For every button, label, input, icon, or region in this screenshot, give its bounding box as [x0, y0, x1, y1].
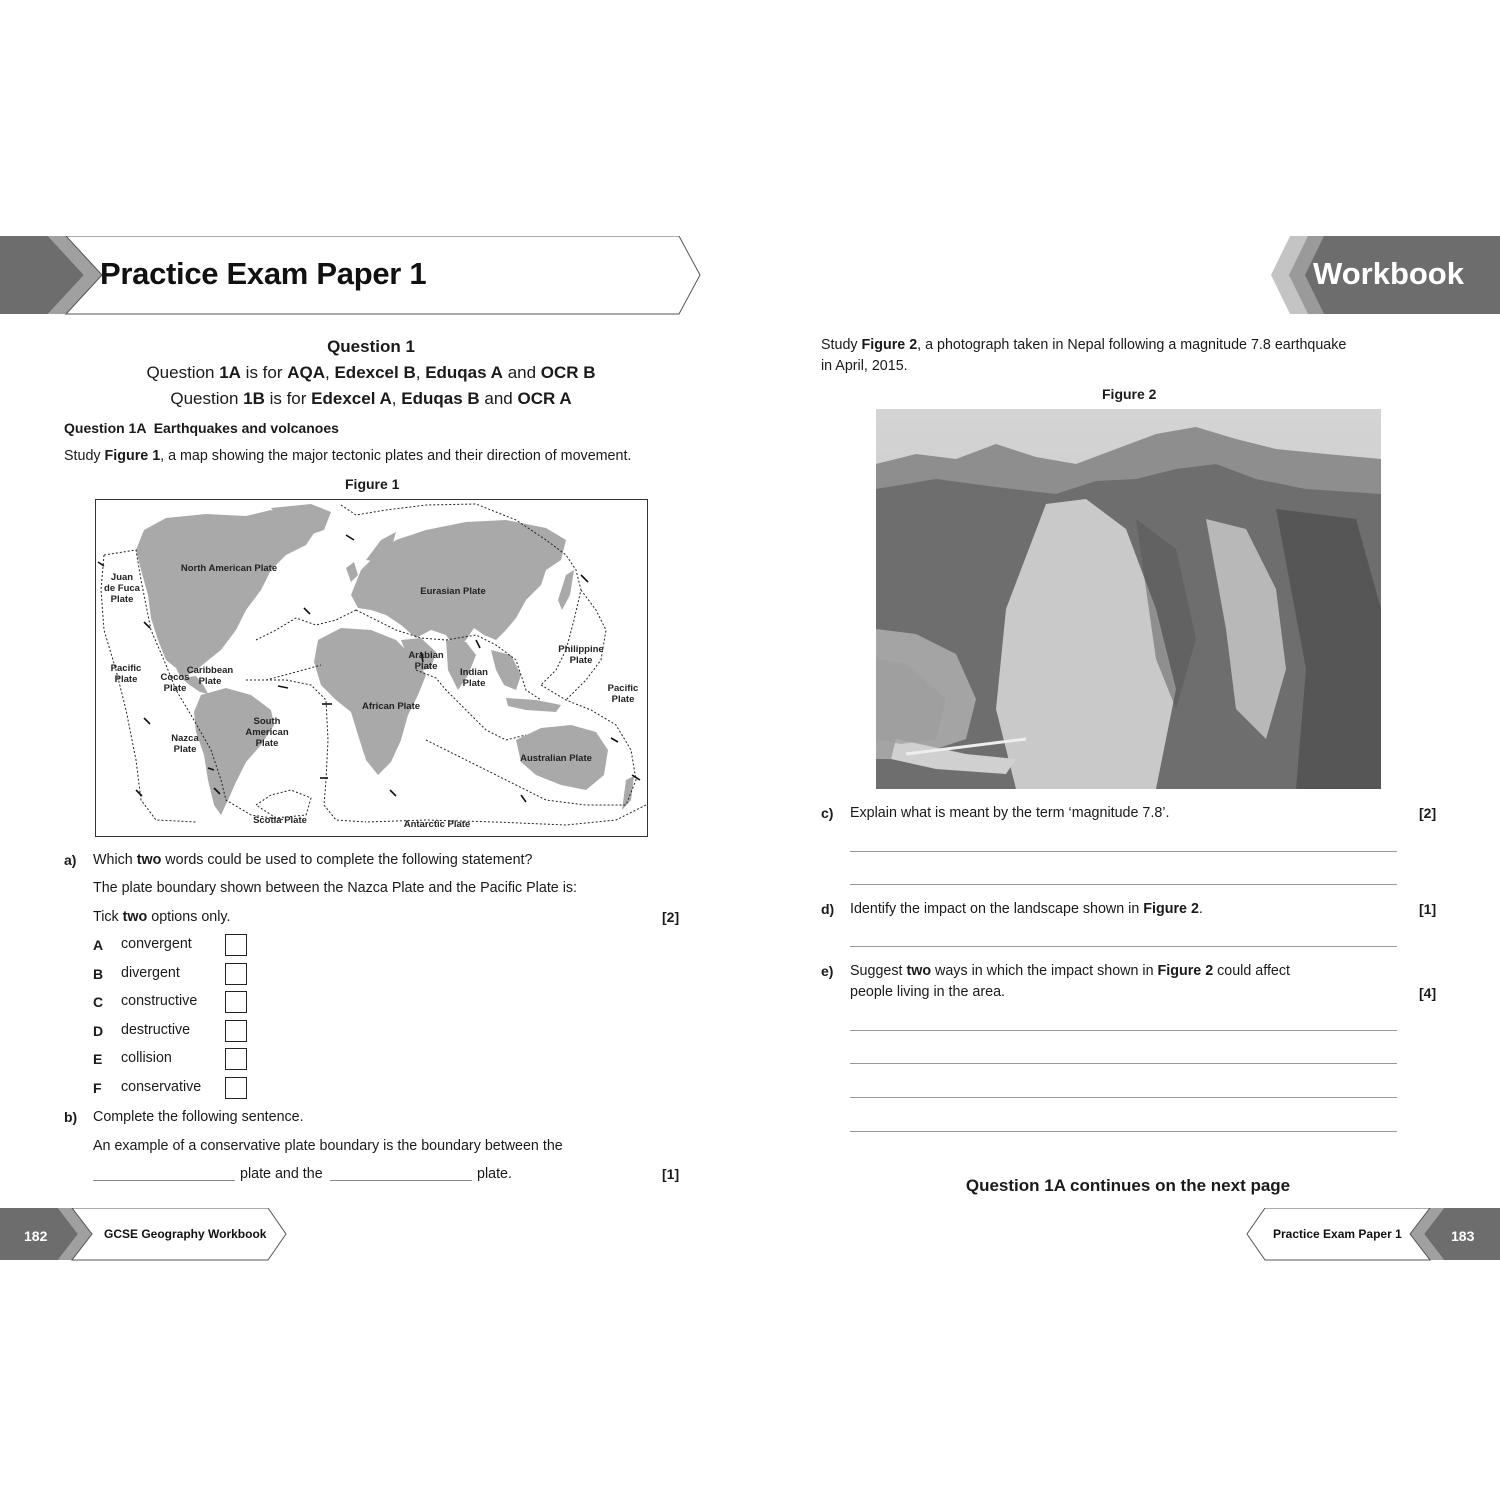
- map-label-nazca: Nazca Plate: [171, 733, 199, 755]
- option-letter: F: [93, 1080, 102, 1096]
- blank-line-2[interactable]: [330, 1180, 472, 1181]
- answer-line-e1[interactable]: [850, 1030, 1397, 1031]
- qb-marks: [1]: [662, 1166, 680, 1182]
- option-text: divergent: [121, 965, 180, 981]
- map-label-pacific-right: Pacific Plate: [607, 683, 639, 705]
- figure1-label: Figure 1: [345, 476, 400, 492]
- option-letter: D: [93, 1023, 104, 1039]
- map-label-antarctic: Antarctic Plate: [403, 819, 471, 830]
- map-label-south-american: South American Plate: [245, 716, 289, 749]
- qb-mid-text: plate and the: [240, 1166, 323, 1182]
- question-1b-line: Question 1B is for Edexcel A, Eduqas B and OCR A: [170, 389, 572, 408]
- option-text: destructive: [121, 1022, 191, 1038]
- qd-label: d): [821, 901, 835, 917]
- map-label-indian: Indian Plate: [460, 667, 488, 689]
- option-letter: A: [93, 937, 104, 953]
- qd-marks: [1]: [1419, 901, 1437, 917]
- qa-marks: [2]: [662, 909, 680, 925]
- answer-line-c1[interactable]: [850, 851, 1397, 852]
- page-title: Practice Exam Paper 1: [100, 256, 427, 291]
- option-letter: B: [93, 966, 104, 982]
- qa-line2: The plate boundary shown between the Nazca Plate and the Pacific Plate is:: [93, 880, 578, 896]
- tick-box-f[interactable]: [225, 1077, 247, 1099]
- world-map-graphic: [96, 500, 647, 836]
- page-number-left: 182: [24, 1228, 48, 1244]
- option-text: constructive: [121, 993, 198, 1009]
- qa-line3: Tick two options only.: [93, 909, 231, 925]
- answer-line-c2[interactable]: [850, 884, 1397, 885]
- qc-label: c): [821, 805, 834, 821]
- map-label-caribbean: Caribbean Plate: [186, 665, 234, 687]
- question-title: Question 1: [327, 337, 415, 356]
- qa-line1: Which two words could be used to complete the following statement?: [93, 852, 533, 868]
- question-1a-line: Question 1A is for AQA, Edexcel B, Eduqas A and OCR B: [146, 363, 596, 382]
- study-figure2-text-2: in April, 2015.: [821, 358, 908, 374]
- map-label-arabian: Arabian Plate: [408, 650, 444, 672]
- tick-box-d[interactable]: [225, 1020, 247, 1042]
- qc-text: Explain what is meant by the term ‘magnitude 7.8’.: [850, 805, 1170, 821]
- workbook-title: Workbook: [1313, 256, 1464, 291]
- tick-box-c[interactable]: [225, 991, 247, 1013]
- footer-title-right: Practice Exam Paper 1: [1273, 1227, 1402, 1241]
- qe-text: Suggest two ways in which the impact shown in Figure 2 could affect: [850, 963, 1290, 979]
- continues-note: Question 1A continues on the next page: [965, 1176, 1291, 1195]
- footer-title-left: GCSE Geography Workbook: [104, 1227, 267, 1241]
- qd-text: Identify the impact on the landscape shown in Figure 2.: [850, 901, 1203, 917]
- nepal-landslide-photo: [876, 409, 1381, 789]
- answer-line-e3[interactable]: [850, 1097, 1397, 1098]
- qe-marks: [4]: [1419, 985, 1437, 1001]
- map-label-north-american: North American Plate: [180, 563, 278, 574]
- qb-end-text: plate.: [477, 1166, 512, 1182]
- tick-box-b[interactable]: [225, 963, 247, 985]
- figure2-label: Figure 2: [1102, 386, 1157, 402]
- map-label-philippine: Philippine Plate: [558, 644, 604, 666]
- map-label-australian: Australian Plate: [520, 753, 592, 764]
- qb-label: b): [64, 1109, 78, 1125]
- map-label-scotia: Scotia Plate: [253, 815, 307, 826]
- qb-line2: An example of a conservative plate boundary is the boundary between the: [93, 1138, 563, 1154]
- blank-line-1[interactable]: [93, 1180, 235, 1181]
- subheading: Question 1A Earthquakes and volcanoes: [64, 420, 339, 436]
- qe-text-2: people living in the area.: [850, 984, 1005, 1000]
- option-letter: E: [93, 1051, 103, 1067]
- page-number-right: 183: [1451, 1228, 1475, 1244]
- tick-box-e[interactable]: [225, 1048, 247, 1070]
- option-letter: C: [93, 994, 104, 1010]
- qb-line1: Complete the following sentence.: [93, 1109, 304, 1125]
- map-label-african: African Plate: [361, 701, 421, 712]
- study-figure2-text: Study Figure 2, a photograph taken in Nepal following a magnitude 7.8 earthquake: [821, 337, 1347, 353]
- answer-line-e2[interactable]: [850, 1063, 1397, 1064]
- qe-label: e): [821, 963, 834, 979]
- option-text: conservative: [121, 1079, 202, 1095]
- study-figure1-text: Study Figure 1, a map showing the major tectonic plates and their direction of movement.: [64, 448, 632, 464]
- option-text: convergent: [121, 936, 192, 952]
- map-label-pacific-left: Pacific Plate: [110, 663, 142, 685]
- qa-label: a): [64, 852, 77, 868]
- answer-line-d1[interactable]: [850, 946, 1397, 947]
- option-text: collision: [121, 1050, 172, 1066]
- answer-line-e4[interactable]: [850, 1131, 1397, 1132]
- map-label-eurasian: Eurasian Plate: [420, 586, 486, 597]
- map-label-cocos: Cocos Plate: [160, 672, 190, 694]
- tick-box-a[interactable]: [225, 934, 247, 956]
- map-label-juan-de-fuca: Juan de Fuca Plate: [104, 572, 140, 605]
- qc-marks: [2]: [1419, 805, 1437, 821]
- tectonic-plates-map: [95, 499, 648, 837]
- photo-graphic: [876, 409, 1381, 789]
